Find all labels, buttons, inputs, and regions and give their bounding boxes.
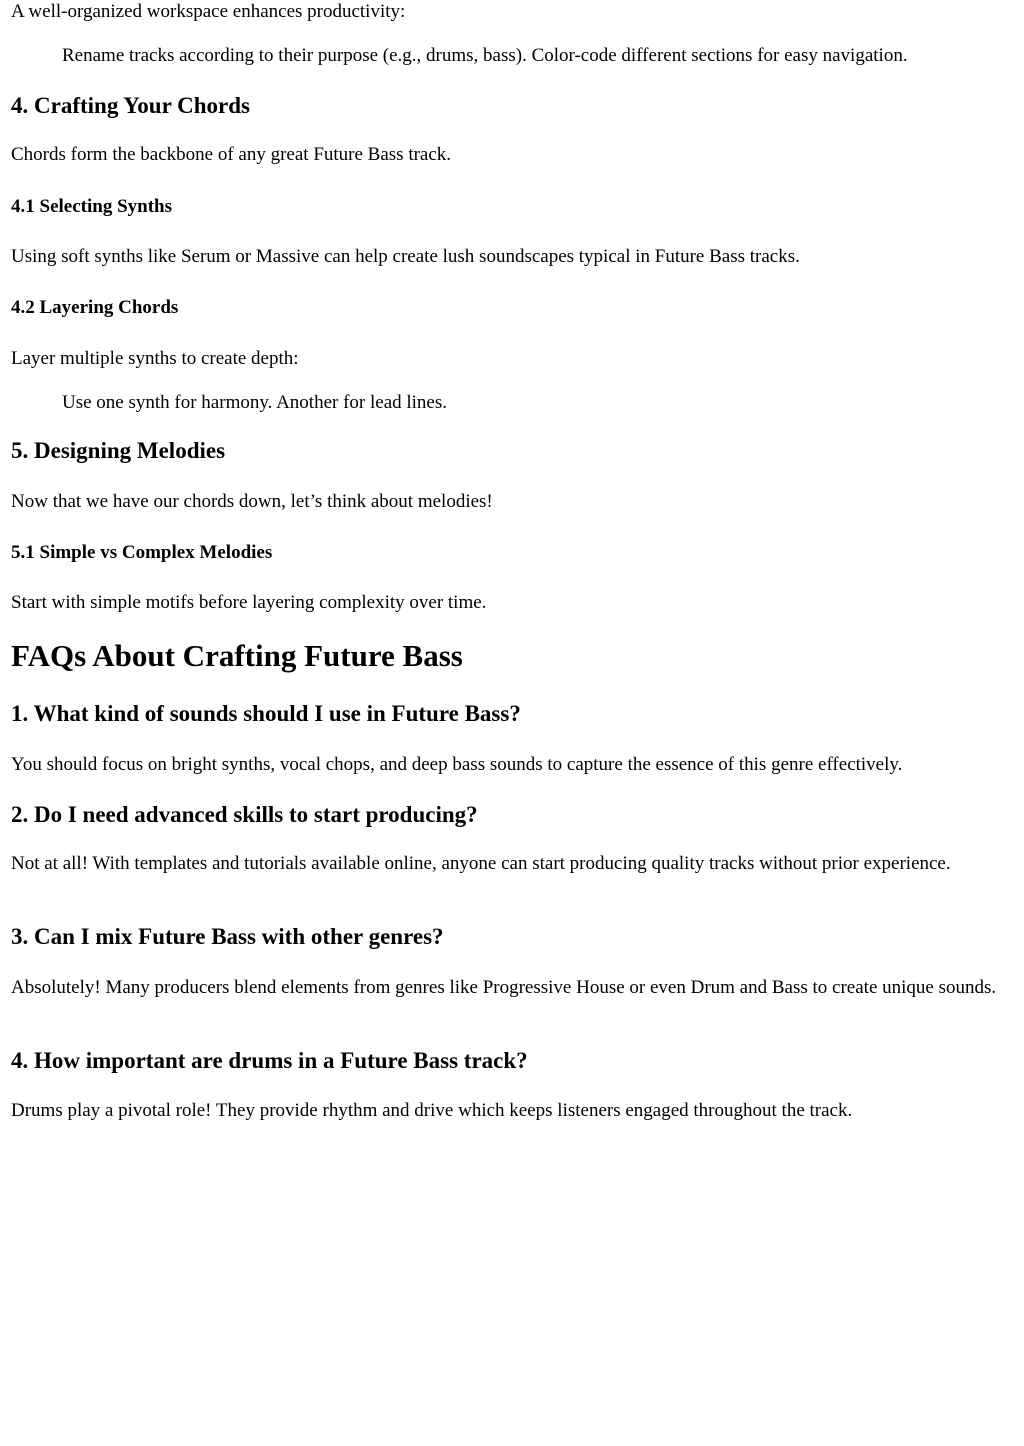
faq-title: FAQs About Crafting Future Bass	[11, 638, 463, 673]
layering-paragraph: Layer multiple synths to create depth:	[11, 348, 299, 369]
faq-question: 4. How important are drums in a Future Bass track?	[11, 1048, 528, 1073]
faq-question: 2. Do I need advanced skills to start producing?	[11, 802, 478, 827]
faq-answer: Drums play a pivotal role! They provide rhythm and drive which keeps listeners engaged throughout the track.	[11, 1100, 853, 1121]
subsection-heading-layering: 4.2 Layering Chords	[11, 297, 179, 318]
section-heading-chords: 4. Crafting Your Chords	[11, 93, 250, 118]
faq-question: 1. What kind of sounds should I use in Future Bass?	[11, 701, 521, 726]
faq-answer: Absolutely! Many producers blend elements from genres like Progressive House or even Drum and Bass to create unique sounds.	[11, 977, 997, 998]
section-heading-melodies: 5. Designing Melodies	[11, 438, 226, 463]
subsection-heading-synths: 4.1 Selecting Synths	[11, 196, 172, 217]
intro-list-item: Rename tracks according to their purpose (e.g., drums, bass). Color-code different sections for easy navigation.	[62, 45, 908, 66]
chords-paragraph: Chords form the backbone of any great Future Bass track.	[11, 144, 452, 165]
subsection-heading-simple-complex: 5.1 Simple vs Complex Melodies	[11, 542, 273, 563]
layering-list-item: Use one synth for harmony. Another for lead lines.	[62, 392, 448, 413]
faq-question: 3. Can I mix Future Bass with other genres?	[11, 924, 444, 949]
intro-paragraph: A well-organized workspace enhances productivity:	[11, 1, 406, 22]
synths-paragraph: Using soft synths like Serum or Massive can help create lush soundscapes typical in Future Bass tracks.	[11, 246, 800, 267]
faq-answer: Not at all! With templates and tutorials available online, anyone can start producing quality tracks without prior experience.	[11, 853, 951, 874]
simple-melodies-paragraph: Start with simple motifs before layering complexity over time.	[11, 592, 487, 613]
melodies-paragraph: Now that we have our chords down, let’s think about melodies!	[11, 491, 493, 512]
faq-answer: You should focus on bright synths, vocal chops, and deep bass sounds to capture the essence of this genre effectively.	[11, 754, 903, 775]
